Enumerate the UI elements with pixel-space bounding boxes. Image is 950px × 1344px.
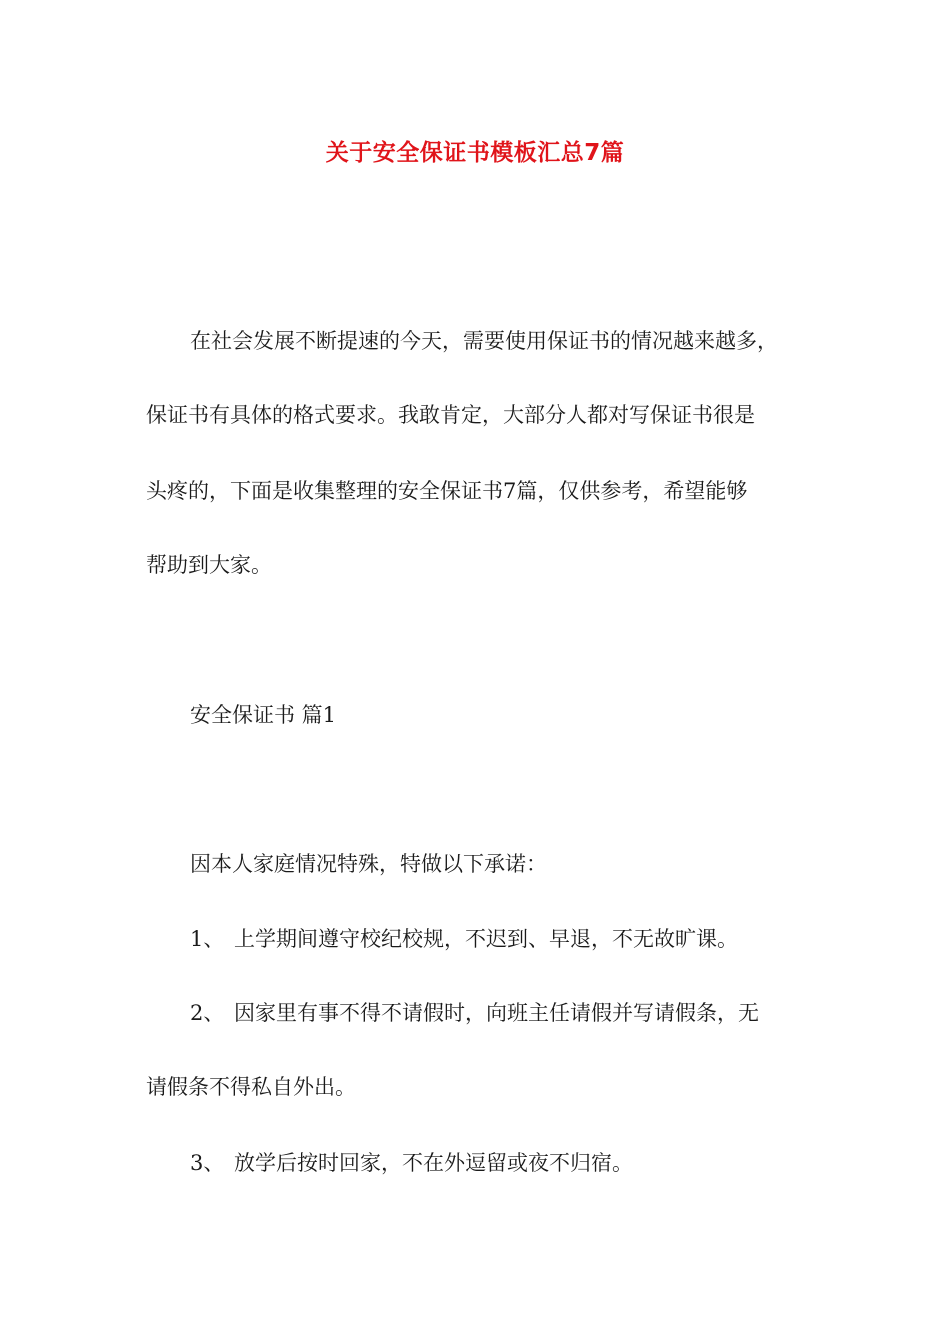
pledge-intro: 因本人家庭情况特殊，特做以下承诺： — [190, 852, 547, 876]
list-item-2-continuation: 请假条不得私自外出。 — [146, 1075, 356, 1099]
intro-line-4: 帮助到大家。 — [146, 553, 272, 577]
intro-line-2: 保证书有具体的格式要求。我敢肯定，大部分人都对写保证书很是 — [146, 403, 755, 427]
section-heading: 安全保证书 篇1 — [190, 703, 337, 727]
list-item-number: 3、 — [190, 1151, 225, 1175]
intro-line-1: 在社会发展不断提速的今天，需要使用保证书的情况越来越多， — [190, 329, 778, 353]
list-item-3 — [190, 1149, 633, 1177]
list-item-text: 放学后按时回家，不在外逗留或夜不归宿。 — [234, 1151, 633, 1175]
list-item-1 — [190, 925, 738, 953]
list-item-number: 2、 — [190, 1001, 225, 1025]
document-title: 关于安全保证书模板汇总7篇 — [325, 140, 625, 166]
list-item-text: 因家里有事不得不请假时，向班主任请假并写请假条，无 — [234, 1001, 759, 1025]
list-item-number: 1、 — [190, 927, 225, 951]
list-item-text: 上学期间遵守校纪校规，不迟到、早退，不无故旷课。 — [234, 927, 738, 951]
list-item-2 — [190, 999, 759, 1027]
intro-line-3: 头疼的，下面是收集整理的安全保证书7篇，仅供参考，希望能够 — [146, 479, 748, 503]
